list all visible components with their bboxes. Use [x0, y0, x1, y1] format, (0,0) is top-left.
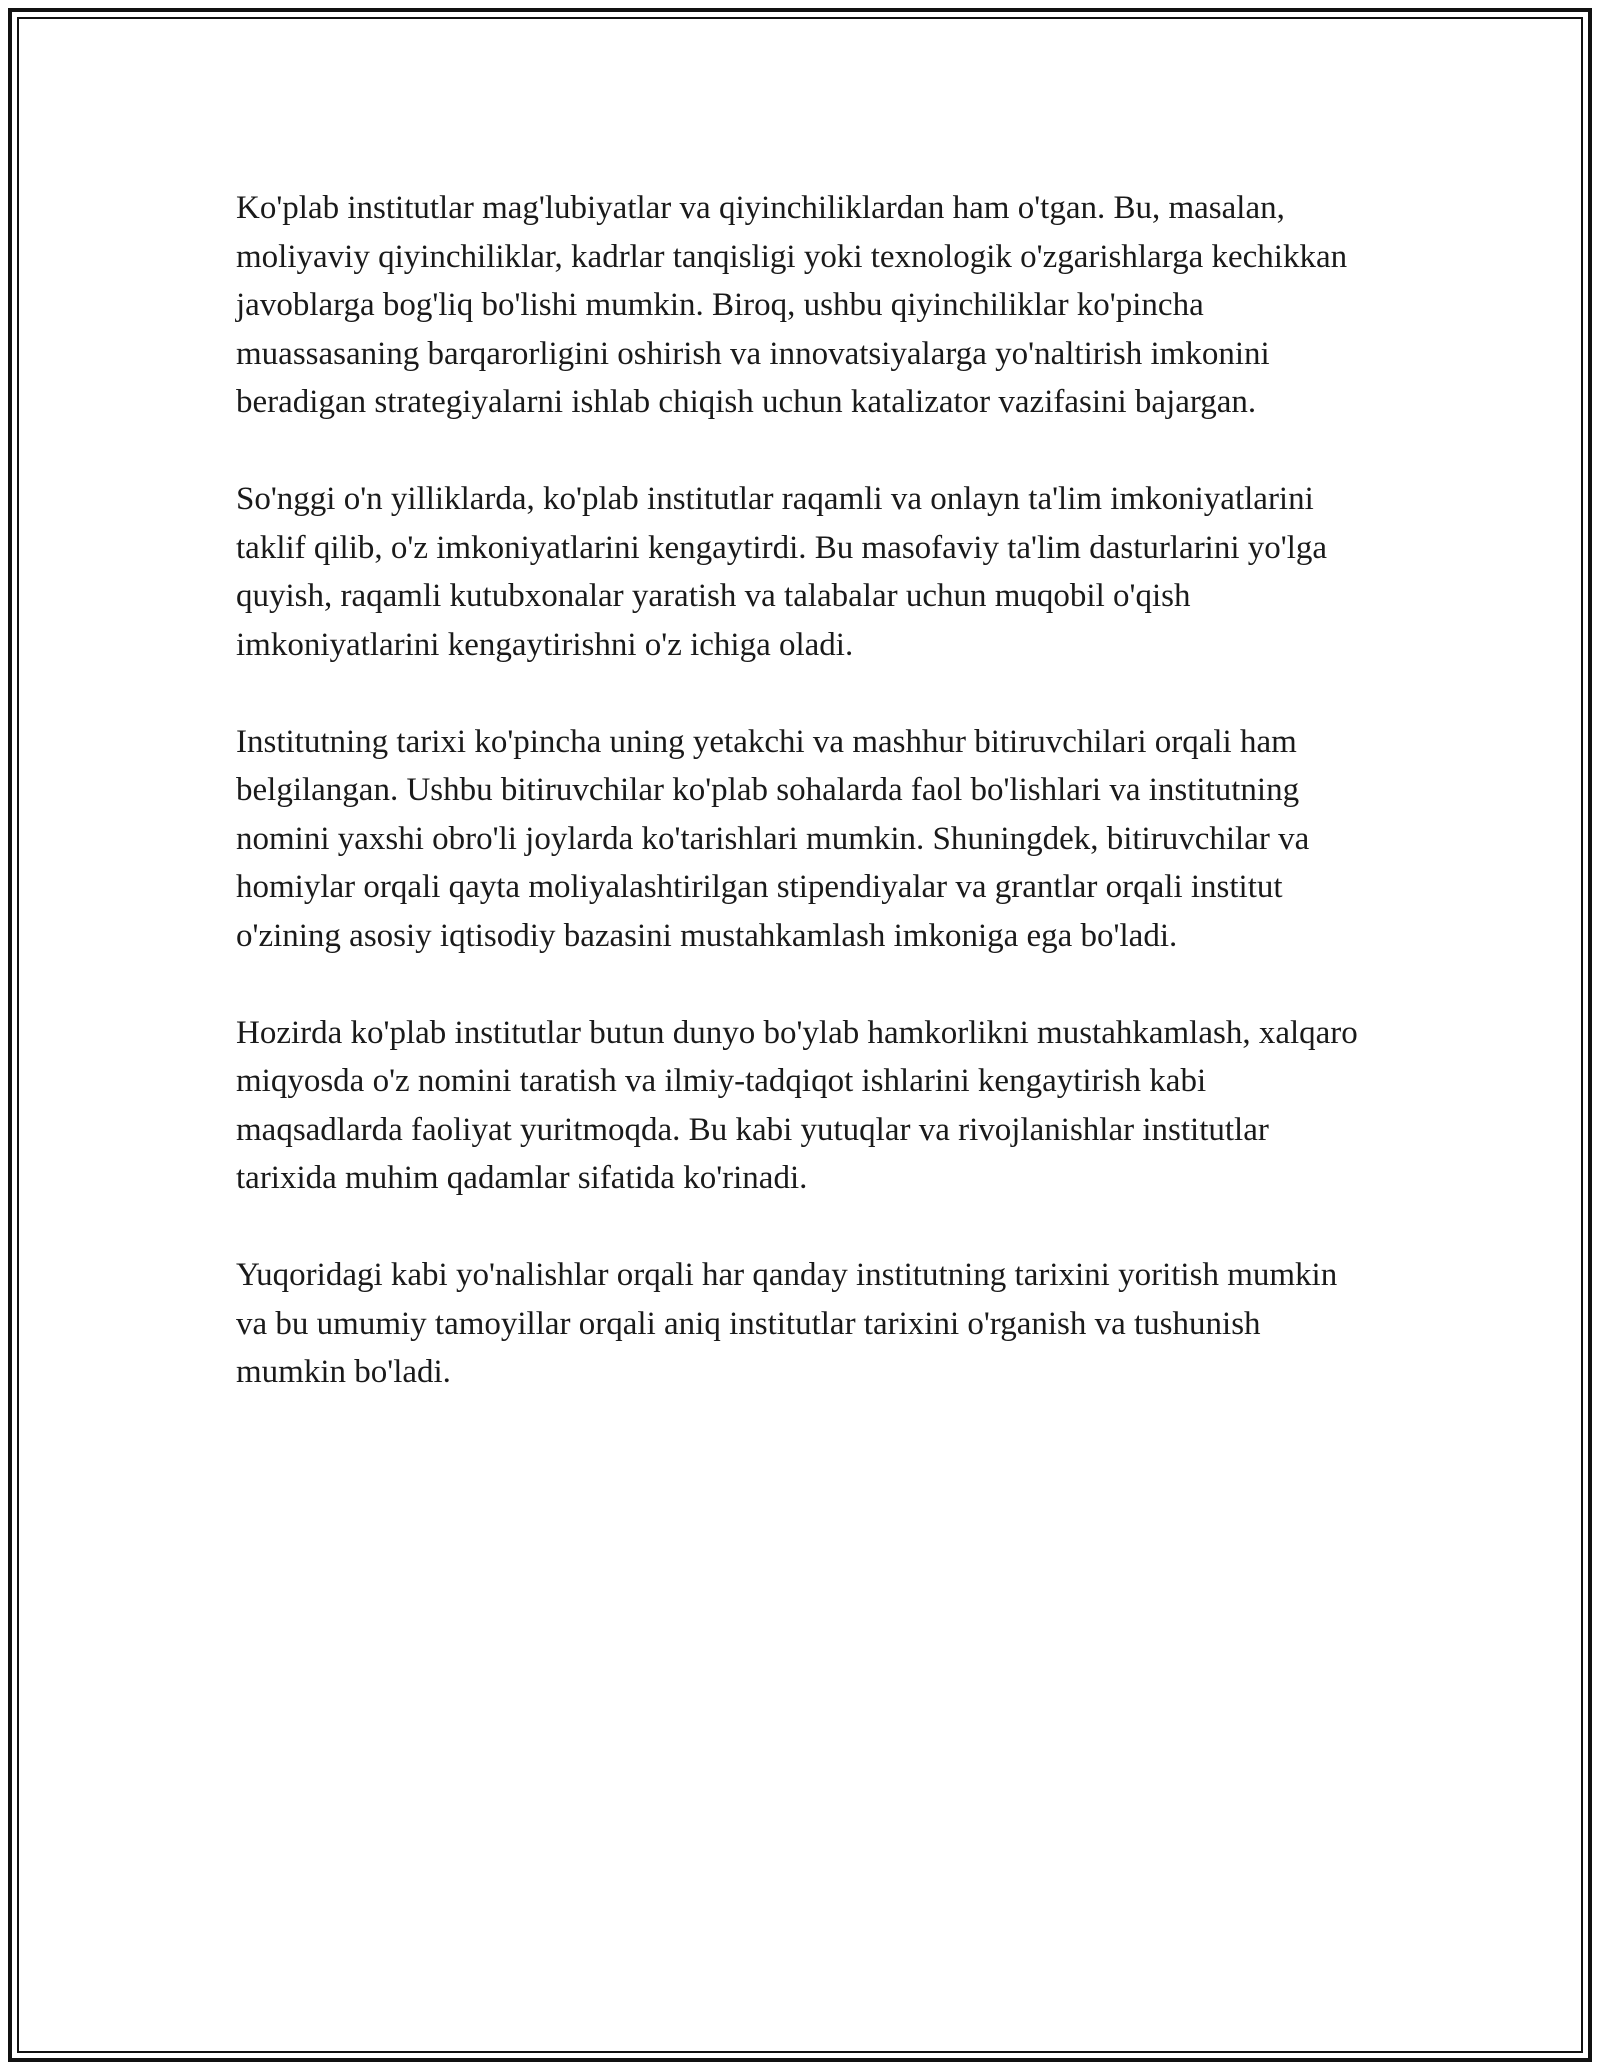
document-body	[236, 184, 1376, 1397]
paragraph-1: Ko'plab institutlar mag'lubiyatlar va qiyinchiliklardan ham o'tgan. Bu, masalan, moliyaviy qiyinchiliklar, kadrlar tanqisligi yoki texnologik o'zgarishlarga kechikkan javoblarga bog'liq bo'lishi mumkin. Biroq, ushbu qiyinchiliklar ko'pincha muassasaning barqarorligini oshirish va innovatsiyalarga yo'naltirish imkonini beradigan strategiyalarni ishlab chiqish uchun katalizator vazifasini bajargan.	[236, 190, 1348, 420]
paragraph-3: Institutning tarixi ko'pincha uning yetakchi va mashhur bitiruvchilari orqali ham belgilangan. Ushbu bitiruvchilar ko'plab sohalarda faol bo'lishlari va institutning nomini yaxshi obro'li joylarda ko'tarishlari mumkin. Shuningdek, bitiruvchilar va homiylar orqali qayta moliyalashtirilgan stipendiyalar va grantlar orqali institut o'zining asosiy iqtisodiy bazasini mustahkamlash imkoniga ega bo'ladi.	[236, 723, 1310, 954]
paragraph-5: Yuqoridagi kabi yo'nalishlar orqali har qanday institutning tarixini yoritish mumkin va bu umumiy tamoyillar orqali aniq institutlar tarixini o'rganish va tushunish mumkin bo'ladi.	[236, 1257, 1338, 1390]
paragraph-4: Hozirda ko'plab institutlar butun dunyo bo'ylab hamkorlikni mustahkamlash, xalqaro miqyosda o'z nomini taratish va ilmiy-tadqiqot ishlarini kengaytirish kabi maqsadlarda faoliyat yuritmoqda. Bu kabi yutuqlar va rivojlanishlar institutlar tarixida muhim qadamlar sifatida ko'rinadi.	[236, 1014, 1358, 1196]
paragraph-2: So'nggi o'n yilliklarda, ko'plab institutlar raqamli va onlayn ta'lim imkoniyatlarini taklif qilib, o'z imkoniyatlarini kengaytirdi. Bu masofaviy ta'lim dasturlarini yo'lga quyish, raqamli kutubxonalar yaratish va talabalar uchun muqobil o'qish imkoniyatlarini kengaytirishni o'z ichiga oladi.	[236, 481, 1328, 663]
